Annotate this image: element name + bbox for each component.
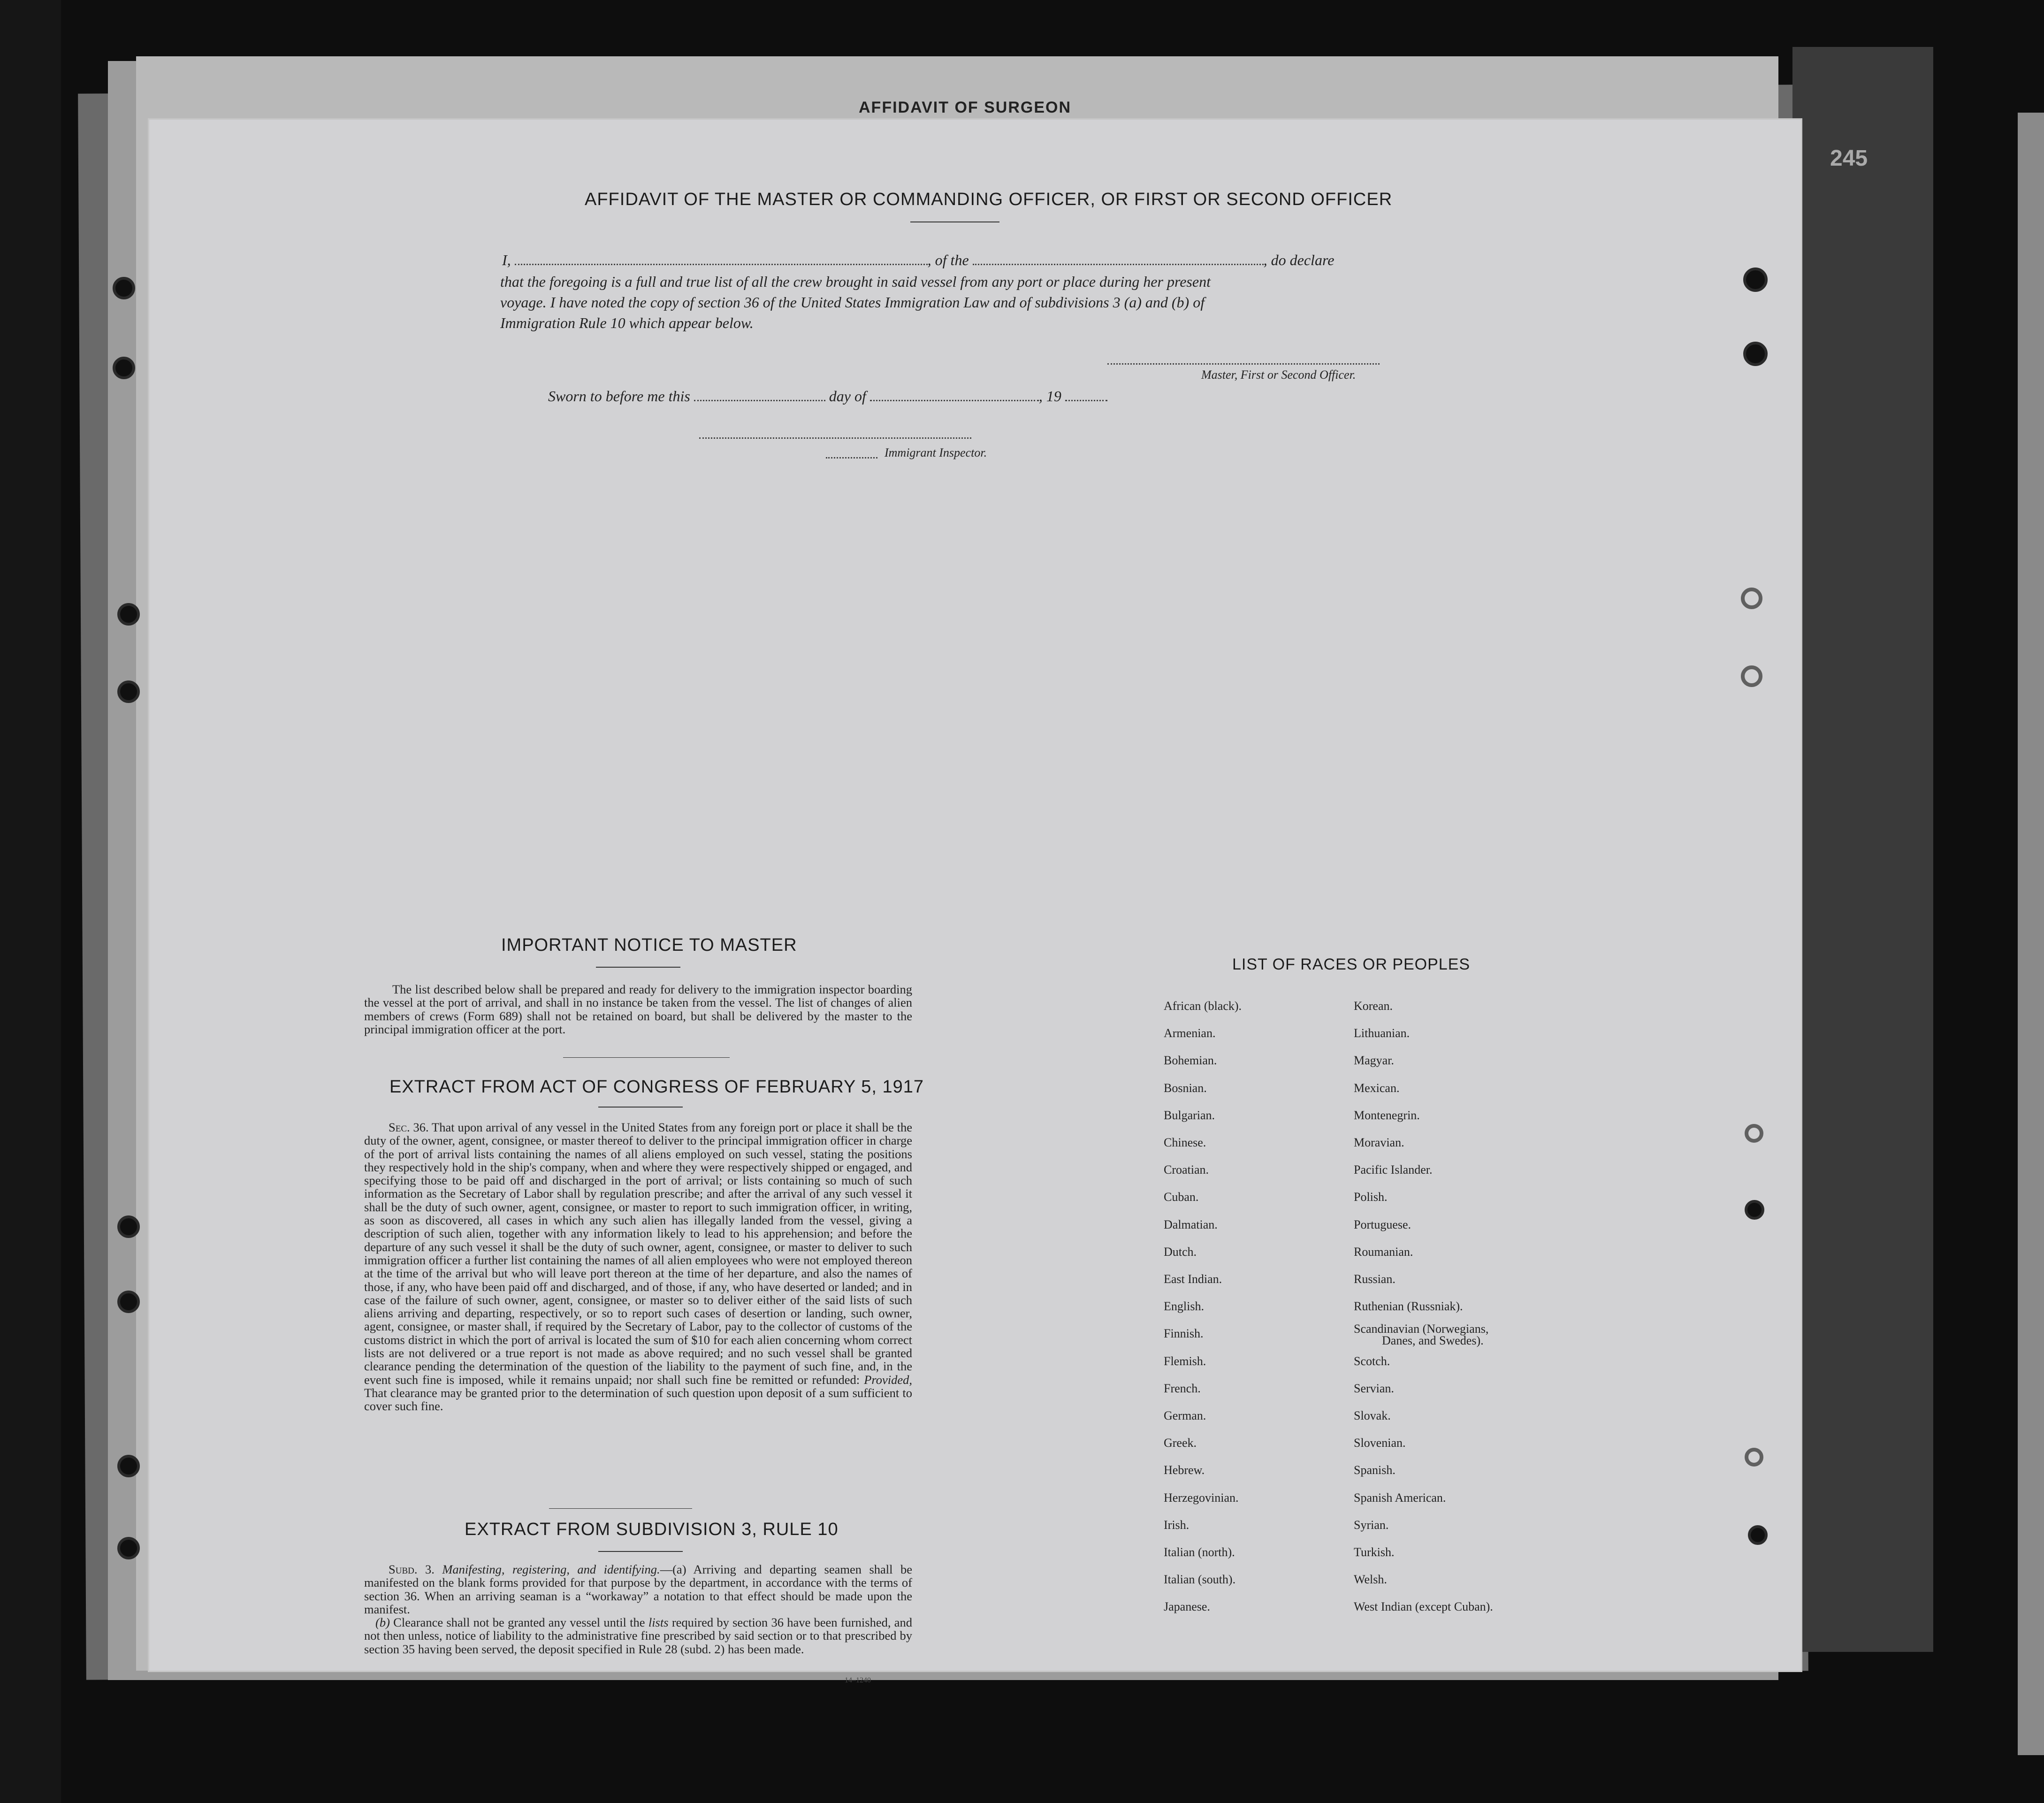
act-extract-title-rule [598,1107,683,1108]
binder-hole [1748,1525,1768,1545]
race-item: Finnish. [1164,1327,1204,1341]
sworn-text: Sworn to before me this [548,388,690,405]
notice-paragraph: The list described below shall be prepared and ready for delivery to the immigration inspector boarding the vessel at the port of arrival, and shall in no instance be taken from the vessel. The list of changes of alien members of crews (Form 689) shall not be retained on board, but shall be delivered by the master to the principal immigration officer at the port. [364,982,912,1036]
race-item: Scandinavian (Norwegians, [1354,1322,1489,1336]
race-item: Montenegrin. [1354,1108,1420,1122]
provided-label: Provided, [864,1372,913,1387]
race-item: Welsh. [1354,1573,1387,1587]
notice-body [364,983,912,1036]
affidavit-declaration-line [502,252,1334,269]
form-code: 14–1240 [845,1676,871,1684]
sworn-line [548,388,1107,405]
race-item: Scotch. [1354,1354,1390,1368]
inspector-signature-lead [826,447,877,458]
affidavit-text-line: Immigration Rule 10 which appear below. [500,314,754,331]
race-item: Magyar. [1354,1054,1394,1068]
race-item: Servian. [1354,1381,1394,1395]
race-item: Dutch. [1164,1245,1197,1259]
race-item: Flemish. [1164,1354,1206,1368]
race-item: Bosnian. [1164,1081,1207,1095]
affidavit-text-line: that the foregoing is a full and true list of all the crew brought in said vessel from any port or place during her present [500,273,1211,290]
binder-hole [117,603,140,626]
binder-hole [1745,1124,1763,1143]
race-item: English. [1164,1299,1204,1314]
race-item: Roumanian. [1354,1245,1413,1259]
page-number: 245 [1830,146,1868,171]
race-item: Spanish American. [1354,1490,1446,1505]
race-item: Lithuanian. [1354,1026,1410,1040]
act-section-36-text [364,1121,912,1413]
subd-b-label: (b) [375,1615,390,1630]
binder-hole [117,1291,140,1313]
section-divider [563,1057,730,1058]
race-item: Dalmatian. [1164,1217,1218,1231]
notice-title: IMPORTANT NOTICE TO MASTER [501,935,797,955]
subd-b-text-2: required by section 36 have been furnished, and not then unless, notice of liability to the administrative fine prescribed by said section or to that prescribed by section 35 having been served, the deposit specified in Rule 28 (subd. 2) has been made. [364,1615,913,1656]
year-prefix: , 19 [1038,388,1061,405]
race-item: Herzegovinian. [1164,1490,1239,1505]
master-name-field[interactable] [515,253,928,265]
race-item: West Indian (except Cuban). [1354,1600,1493,1614]
sworn-month-field[interactable] [870,390,1039,401]
binder-hole [1743,267,1768,292]
section-36-paragraph [364,1121,912,1413]
race-item: Polish. [1354,1190,1388,1204]
race-item: Irish. [1164,1518,1190,1532]
race-item-continuation: Danes, and Swedes). [1382,1334,1484,1348]
race-item: Greek. [1164,1436,1197,1450]
section-divider [549,1508,692,1509]
affidavit-form-sheet [149,120,1801,1671]
right-binding-edge [1792,47,1933,1652]
race-item: Chinese. [1164,1136,1206,1149]
affidavit-text-line: voyage. I have noted the copy of section 36 of the United States Immigration Law and of subdivisions 3 (a) and (b) of [500,294,1205,311]
section-label: Sec. 36. [389,1120,429,1134]
sworn-day-field[interactable] [694,390,825,401]
section-body: That upon arrival of any vessel in the United States from any foreign port or place it shall be the duty of the owner, agent, consignee, or master thereof to deliver to the principal immigration officer in charge of the port of arrival lists containing the names of all aliens employed on such vessel, stating the positions they respectively hold in the ship's company, when and where they were respectively shipped or engaged, and specifying those to be paid off and discharged in the port of arrival; or lists containing so much of such information as the Secretary of Labor shall by regulation prescribe; and after the arrival of any such vessel it shall be the duty of such owner, agent, consignee, or master to report to such immigration officer, in writing, as soon as discovered, all cases in which any such alien has illegally landed from the vessel, giving a description of such alien, together with any information likely to lead to his apprehension; and before the departure of any such vessel it shall be the duty of such owner, agent, consignee, or master to deliver to such immigration officer a further list containing the names of all alien employees who were not employed thereon at the time of the arrival but who will leave port thereon at the time of her departure, and also the names of those, if any, who have been paid off and discharged, and of those, if any, who have deserted or landed; and in case of the failure of such owner, agent, consignee, or master so to deliver either of the said lists of such aliens arriving and departing, respectively, or so to report such cases of desertion or landing, such owner, agent, consignee, or master shall, if required by the Secretary of Labor, pay to the collector of customs of the customs district in which the port of arrival is located the sum of $10 for each alien concerning whom correct lists are not delivered or a true report is not made as above required; and no such vessel shall be granted clearance pending the determination of the question of the liability to the payment of such fine, and, in the event such fine is imposed, while it remains unpaid; nor shall such fine be remitted or refunded: [364,1120,912,1387]
race-item: Slovak. [1354,1409,1391,1422]
inspector-label: Immigrant Inspector. [885,446,987,459]
subd-b-text-1: Clearance shall not be granted any vessel until the [393,1615,645,1630]
binder-hole [117,1455,140,1477]
provided-text: That clearance may be granted prior to the determination of such question upon deposit of a sum sufficient to cover such fine. [364,1385,912,1413]
master-signature-label: Master, First or Second Officer. [1201,368,1356,382]
subdivision-a-paragraph [364,1563,912,1616]
background-left-strip [0,0,61,1803]
far-right-paper-strip [2018,113,2044,1755]
subd-heading: Manifesting, registering, and identifying. [442,1562,660,1576]
day-of-label: day of [829,388,866,405]
binder-hole [117,680,140,703]
binder-hole [113,277,135,299]
race-item: French. [1164,1381,1201,1395]
subd-a-text: —(a) Arriving and departing seamen shall be manifested on the blank forms provided for that purpose by the department, in accordance with the terms of section 36. When an arriving seaman is a “workaway” a notation to that effect should be made upon the manifest. [364,1562,913,1616]
race-item: Japanese. [1164,1600,1210,1614]
binder-hole [1745,1448,1763,1467]
race-item: Hebrew. [1164,1463,1205,1477]
race-item: German. [1164,1409,1206,1422]
binder-hole [1741,665,1762,687]
binder-hole [117,1537,140,1559]
subd-b-lists: lists [648,1615,669,1630]
race-item: Korean. [1354,999,1393,1013]
inspector-signature-field[interactable] [699,427,971,439]
race-item: Slovenian. [1354,1436,1406,1450]
race-item: Turkish. [1354,1545,1395,1559]
sworn-year-field[interactable] [1065,390,1107,401]
rule-extract-title-rule [598,1551,683,1552]
binder-hole [1743,342,1768,366]
rule-extract-title: EXTRACT FROM SUBDIVISION 3, RULE 10 [465,1520,839,1539]
race-item: Russian. [1354,1272,1396,1286]
race-item: Spanish. [1354,1463,1396,1477]
race-item: Moravian. [1354,1136,1404,1149]
race-item: East Indian. [1164,1272,1222,1286]
rule-extract-text [364,1563,912,1656]
binder-hole [113,357,135,379]
underlying-form-title: AFFIDAVIT OF SURGEON [859,99,1072,116]
race-item: Portuguese. [1354,1217,1411,1231]
subd-label: Subd. 3. [389,1562,435,1576]
binder-hole [1745,1200,1764,1220]
races-title: LIST OF RACES OR PEOPLES [1232,955,1471,973]
race-item: Ruthenian (Russniak). [1354,1299,1463,1314]
race-item: Italian (south). [1164,1573,1236,1587]
notice-title-rule [596,967,680,968]
label-do-declare: , do declare [1263,252,1335,268]
binder-hole [1741,588,1762,609]
race-item: Bohemian. [1164,1054,1217,1068]
act-extract-title: EXTRACT FROM ACT OF CONGRESS OF FEBRUARY 5, 1917 [389,1077,924,1097]
race-item: Mexican. [1354,1081,1400,1095]
race-item: Armenian. [1164,1026,1216,1040]
race-item: Syrian. [1354,1518,1389,1532]
race-item: Croatian. [1164,1163,1209,1177]
label-i: I, [502,252,511,268]
race-item: Cuban. [1164,1190,1199,1204]
label-of-the: , of the [927,252,969,268]
race-item: Italian (north). [1164,1545,1235,1559]
race-item: African (black). [1164,999,1242,1013]
affidavit-title: AFFIDAVIT OF THE MASTER OR COMMANDING OFFICER, OR FIRST OR SECOND OFFICER [585,190,1393,209]
subdivision-b-paragraph [364,1616,912,1656]
race-item: Pacific Islander. [1354,1163,1433,1177]
race-item: Bulgarian. [1164,1108,1215,1122]
vessel-name-field[interactable] [973,253,1264,265]
master-signature-field[interactable] [1107,353,1380,365]
binder-hole [117,1215,140,1238]
